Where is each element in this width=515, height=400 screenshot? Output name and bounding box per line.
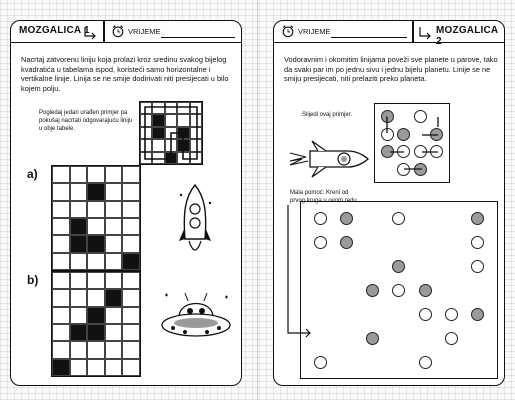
puzzle-empty-slot bbox=[340, 356, 353, 369]
puzzle-b-grid[interactable] bbox=[51, 271, 141, 377]
left-header bbox=[11, 21, 241, 43]
example-connection-lines bbox=[374, 103, 450, 183]
puzzle-b-white-cell[interactable] bbox=[70, 341, 88, 358]
puzzle-b-white-cell[interactable] bbox=[87, 359, 105, 376]
puzzle-a-black-cell bbox=[122, 253, 140, 270]
example-note: Pogledaj jedan urađen primjer pa pokušaj nacrtati odgovarajuću liniju u obje tabele. bbox=[39, 110, 133, 132]
puzzle-empty-slot bbox=[445, 260, 458, 273]
puzzle-a-white-cell[interactable] bbox=[52, 253, 70, 270]
puzzle-a-white-cell[interactable] bbox=[52, 201, 70, 218]
time-label: VRIJEME bbox=[128, 27, 161, 36]
alarm-clock-icon bbox=[281, 24, 295, 38]
puzzle-a-white-cell[interactable] bbox=[52, 183, 70, 200]
puzzle-empty-slot bbox=[419, 212, 432, 225]
puzzle-empty-slot bbox=[392, 308, 405, 321]
puzzle-empty-slot bbox=[366, 308, 379, 321]
puzzle-empty-slot bbox=[419, 332, 432, 345]
puzzle-gray-planet[interactable] bbox=[471, 308, 484, 321]
puzzle-empty-slot bbox=[366, 260, 379, 273]
puzzle-a-white-cell[interactable] bbox=[52, 235, 70, 252]
rocket-illustration bbox=[177, 183, 213, 267]
puzzle-b-white-cell[interactable] bbox=[105, 324, 123, 341]
puzzle-empty-slot bbox=[471, 332, 484, 345]
time-answer-line[interactable] bbox=[161, 37, 235, 38]
puzzle-a-white-cell[interactable] bbox=[70, 201, 88, 218]
puzzle-2-title: MOZGALICA 2 bbox=[436, 25, 498, 47]
puzzle-empty-slot bbox=[392, 332, 405, 345]
puzzle-a-white-cell[interactable] bbox=[122, 183, 140, 200]
puzzle-empty-slot bbox=[445, 284, 458, 297]
puzzle-a-white-cell[interactable] bbox=[105, 166, 123, 183]
header-divider bbox=[412, 21, 414, 43]
puzzle-white-planet[interactable] bbox=[392, 212, 405, 225]
puzzle-b-white-cell[interactable] bbox=[122, 307, 140, 324]
puzzle-white-planet[interactable] bbox=[471, 260, 484, 273]
ufo-alien-illustration bbox=[159, 287, 233, 353]
puzzle-a-white-cell[interactable] bbox=[122, 201, 140, 218]
puzzle-a-black-cell bbox=[87, 235, 105, 252]
puzzle-b-white-cell[interactable] bbox=[70, 359, 88, 376]
puzzle-empty-slot bbox=[314, 332, 327, 345]
puzzle-2-planet-grid[interactable] bbox=[300, 201, 498, 379]
right-header bbox=[274, 21, 504, 47]
puzzle-empty-slot bbox=[314, 284, 327, 297]
alarm-clock-icon bbox=[111, 24, 125, 38]
puzzle-gray-planet[interactable] bbox=[471, 212, 484, 225]
right-page bbox=[273, 20, 505, 386]
arrow-down-right-icon bbox=[418, 27, 432, 39]
puzzle-b-white-cell[interactable] bbox=[52, 289, 70, 306]
puzzle-a-white-cell[interactable] bbox=[105, 235, 123, 252]
puzzle-empty-slot bbox=[340, 308, 353, 321]
puzzle-white-planet[interactable] bbox=[471, 236, 484, 249]
puzzle-empty-slot bbox=[366, 356, 379, 369]
puzzle-white-planet[interactable] bbox=[392, 284, 405, 297]
puzzle-empty-slot bbox=[419, 260, 432, 273]
puzzle-b-white-cell[interactable] bbox=[87, 272, 105, 289]
puzzle-1-title: MOZGALICA 1 bbox=[19, 25, 90, 36]
puzzle-a-white-cell[interactable] bbox=[122, 235, 140, 252]
puzzle-b-white-cell[interactable] bbox=[70, 272, 88, 289]
puzzle-empty-slot bbox=[366, 236, 379, 249]
puzzle-b-white-cell[interactable] bbox=[105, 341, 123, 358]
puzzle-empty-slot bbox=[471, 284, 484, 297]
time-label: VRIJEME bbox=[298, 27, 331, 36]
puzzle-empty-slot bbox=[340, 260, 353, 273]
puzzle-b-white-cell[interactable] bbox=[105, 272, 123, 289]
book-spine bbox=[257, 0, 258, 400]
puzzle-a-white-cell[interactable] bbox=[52, 166, 70, 183]
time-answer-line[interactable] bbox=[331, 37, 407, 38]
puzzle-a-white-cell[interactable] bbox=[105, 253, 123, 270]
puzzle-b-white-cell[interactable] bbox=[52, 272, 70, 289]
puzzle-b-white-cell[interactable] bbox=[87, 289, 105, 306]
puzzle-empty-slot bbox=[445, 356, 458, 369]
puzzle-b-white-cell[interactable] bbox=[70, 307, 88, 324]
puzzle-b-white-cell[interactable] bbox=[105, 307, 123, 324]
puzzle-empty-slot bbox=[392, 356, 405, 369]
puzzle-a-label: a) bbox=[27, 167, 38, 181]
hint-text: Mala pomoć: Kreni od prvog kruga u ovom redu. bbox=[290, 190, 359, 204]
header-divider bbox=[103, 21, 105, 43]
puzzle-a-white-cell[interactable] bbox=[105, 201, 123, 218]
arrow-down-right-icon bbox=[83, 27, 97, 39]
puzzle-a-white-cell[interactable] bbox=[87, 166, 105, 183]
puzzle-a-white-cell[interactable] bbox=[70, 183, 88, 200]
puzzle-empty-slot bbox=[314, 308, 327, 321]
puzzle-a-white-cell[interactable] bbox=[87, 253, 105, 270]
puzzle-b-white-cell[interactable] bbox=[52, 307, 70, 324]
puzzle-b-label: b) bbox=[27, 273, 39, 287]
puzzle-empty-slot bbox=[340, 332, 353, 345]
puzzle-a-grid[interactable] bbox=[51, 165, 141, 271]
puzzle-empty-slot bbox=[340, 284, 353, 297]
puzzle-a-white-cell[interactable] bbox=[70, 166, 88, 183]
puzzle-gray-planet[interactable] bbox=[340, 236, 353, 249]
puzzle-empty-slot bbox=[392, 236, 405, 249]
puzzle-b-black-cell bbox=[87, 307, 105, 324]
puzzle-a-black-cell bbox=[70, 218, 88, 235]
puzzle-white-planet[interactable] bbox=[419, 308, 432, 321]
puzzle-a-white-cell[interactable] bbox=[122, 218, 140, 235]
puzzle-b-white-cell[interactable] bbox=[122, 359, 140, 376]
left-page bbox=[10, 20, 242, 386]
puzzle-a-white-cell[interactable] bbox=[87, 218, 105, 235]
example-label: Slijedi ovaj primjer. bbox=[302, 112, 353, 118]
puzzle-a-white-cell[interactable] bbox=[70, 253, 88, 270]
puzzle-gray-planet[interactable] bbox=[366, 332, 379, 345]
puzzle-white-planet[interactable] bbox=[314, 236, 327, 249]
puzzle-b-white-cell[interactable] bbox=[52, 341, 70, 358]
astronaut-rocket-illustration bbox=[288, 139, 370, 179]
puzzle-white-planet[interactable] bbox=[419, 356, 432, 369]
puzzle-a-white-cell[interactable] bbox=[52, 218, 70, 235]
puzzle-b-black-cell bbox=[70, 324, 88, 341]
puzzle-gray-planet[interactable] bbox=[392, 260, 405, 273]
puzzle-b-white-cell[interactable] bbox=[122, 324, 140, 341]
puzzle-b-white-cell[interactable] bbox=[122, 341, 140, 358]
puzzle-empty-slot bbox=[445, 236, 458, 249]
puzzle-a-white-cell[interactable] bbox=[122, 166, 140, 183]
puzzle-b-white-cell[interactable] bbox=[87, 341, 105, 358]
puzzle-empty-slot bbox=[366, 212, 379, 225]
puzzle-white-planet[interactable] bbox=[314, 356, 327, 369]
puzzle-b-white-cell[interactable] bbox=[122, 289, 140, 306]
puzzle-b-black-cell bbox=[52, 359, 70, 376]
puzzle-1-instructions: Nacrtaj zatvorenu liniju koja prolazi kroz sredinu svakog bijelog kvadratića u tabelama ispod, koristeći samo horizontalne i vertikalne linije. Linija se ne smije dodirivati niti presijecati u bilo kojem polju. bbox=[21, 55, 229, 93]
puzzle-empty-slot bbox=[445, 212, 458, 225]
puzzle-gray-planet[interactable] bbox=[419, 284, 432, 297]
puzzle-a-black-cell bbox=[87, 183, 105, 200]
puzzle-white-planet[interactable] bbox=[314, 212, 327, 225]
puzzle-white-planet[interactable] bbox=[445, 332, 458, 345]
puzzle-b-white-cell[interactable] bbox=[105, 359, 123, 376]
puzzle-b-white-cell[interactable] bbox=[122, 272, 140, 289]
example-solution-path bbox=[139, 101, 203, 165]
puzzle-b-white-cell[interactable] bbox=[52, 324, 70, 341]
puzzle-gray-planet[interactable] bbox=[366, 284, 379, 297]
puzzle-a-white-cell[interactable] bbox=[87, 201, 105, 218]
puzzle-white-planet[interactable] bbox=[445, 308, 458, 321]
puzzle-empty-slot bbox=[471, 356, 484, 369]
puzzle-b-black-cell bbox=[105, 289, 123, 306]
puzzle-b-black-cell bbox=[87, 324, 105, 341]
puzzle-2-instructions: Vodoravnim i okomitim linijama poveži sve planete u parove, tako da svaki par im po jednu sivu i jednu bijelu planetu. Linije se ne smiju presijecati, niti prelaziti preko planeta. bbox=[284, 55, 498, 84]
puzzle-empty-slot bbox=[314, 260, 327, 273]
puzzle-b-white-cell[interactable] bbox=[70, 289, 88, 306]
puzzle-empty-slot bbox=[419, 236, 432, 249]
puzzle-a-white-cell[interactable] bbox=[105, 218, 123, 235]
puzzle-a-white-cell[interactable] bbox=[105, 183, 123, 200]
puzzle-a-black-cell bbox=[70, 235, 88, 252]
puzzle-gray-planet[interactable] bbox=[340, 212, 353, 225]
